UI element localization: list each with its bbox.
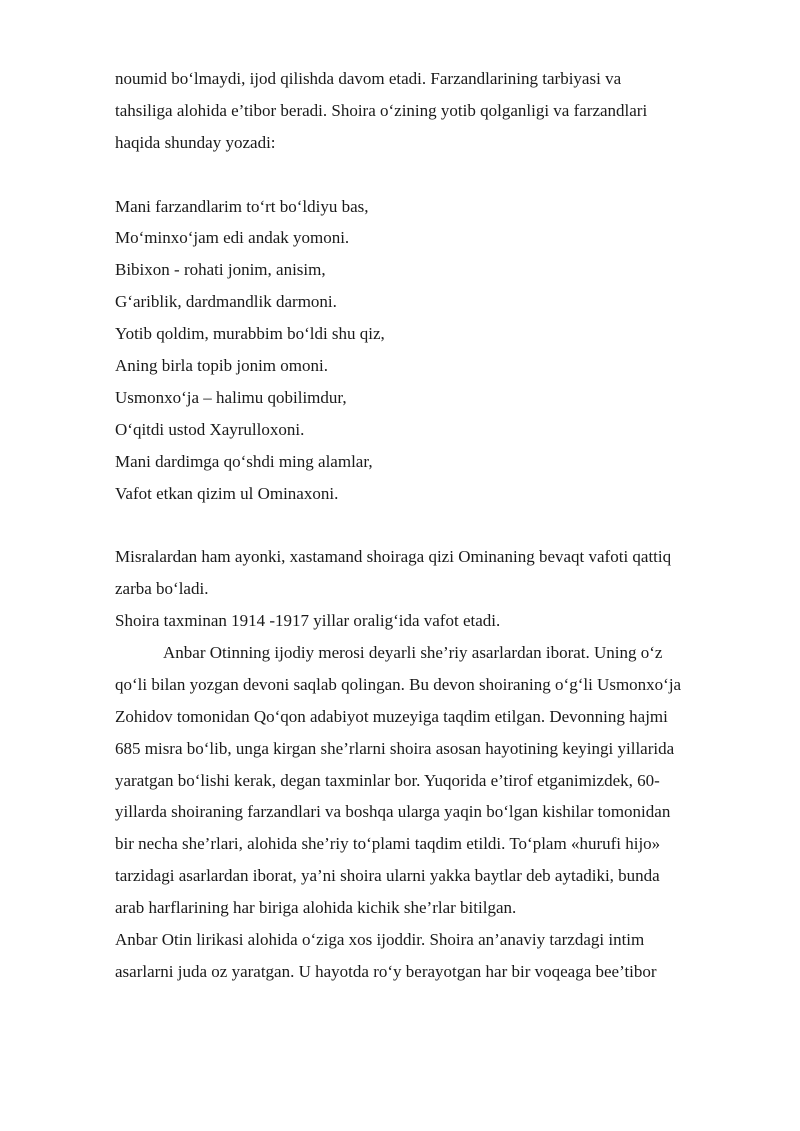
poem-line: Usmonxo‘ja – halimu qobilimdur, [115, 387, 347, 407]
poem-line: Vafot etkan qizim ul Ominaxoni. [115, 483, 339, 503]
paragraph-line: Misralardan ham ayonki, xastamand shoiraga qizi Ominaning bevaqt vafoti qattiq [115, 547, 672, 567]
intro-line: noumid bo‘lmaydi, ijod qilishda davom etadi. Farzandlarining tarbiyasi va [115, 69, 622, 88]
paragraph-line: yaratgan bo‘lishi kerak, degan taxminlar bor. Yuqorida e’tirof etganimizdek, 60- [115, 770, 660, 790]
poem-line: O‘qitdi ustod Xayrulloxoni. [115, 419, 305, 439]
intro-line: haqida shunday yozadi: [115, 132, 276, 152]
paragraph-line: 685 misra bo‘lib, unga kirgan she’rlarni shoira asosan hayotining keyingi yillarida [115, 738, 675, 758]
paragraph-line: Shoira taxminan 1914 -1917 yillar oralig‘ida vafot etadi. [115, 611, 501, 631]
spacer [115, 159, 755, 191]
paragraph-line: bir necha she’rlari, alohida she’riy to‘plami taqdim etildi. To‘plam «hurufi hijo» [115, 834, 661, 854]
poem-line: Mani dardimga qo‘shdi ming alamlar, [115, 451, 373, 471]
paragraph-line: arab harflarining har biriga alohida kichik she’rlar bitilgan. [115, 898, 517, 918]
paragraph-line: qo‘li bilan yozgan devoni saqlab qolingan. Bu devon shoiraning o‘g‘li Usmonxo‘ja [115, 674, 682, 694]
poem-line: G‘ariblik, dardmandlik darmoni. [115, 292, 337, 312]
poem-line: Aning birla topib jonim omoni. [115, 356, 328, 376]
paragraph-line: Anbar Otinning ijodiy merosi deyarli she’riy asarlardan iborat. Uning o‘z [163, 643, 663, 663]
poem-line: Mo‘minxo‘jam edi andak yomoni. [115, 228, 350, 248]
poem-line: Mani farzandlarim to‘rt bo‘ldiyu bas, [115, 196, 369, 216]
intro-line: tahsiliga alohida e’tibor beradi. Shoira o‘zining yotib qolganligi va farzandlari [115, 100, 648, 120]
poem-line: Yotib qoldim, murabbim bo‘ldi shu qiz, [115, 324, 385, 344]
document-body [115, 63, 755, 988]
paragraph-line: yillarda shoiraning farzandlari va boshqa ularga yaqin bo‘lgan kishilar tomonidan [115, 802, 671, 822]
paragraph-line: Anbar Otin lirikasi alohida o‘ziga xos ijoddir. Shoira an’anaviy tarzdagi intim [115, 930, 645, 950]
poem-line: Bibixon - rohati jonim, anisim, [115, 260, 326, 280]
spacer [115, 509, 755, 541]
paragraph-line: asarlarni juda oz yaratgan. U hayotda ro‘y berayotgan har bir voqeaga bee’tibor [115, 961, 657, 981]
paragraph-line: zarba bo‘ladi. [115, 579, 209, 599]
paragraph-line: tarzidagi asarlardan iborat, ya’ni shoira ularni yakka baytlar deb aytadiki, bunda [115, 866, 660, 886]
paragraph-line: Zohidov tomonidan Qo‘qon adabiyot muzeyiga taqdim etilgan. Devonning hajmi [115, 706, 668, 726]
